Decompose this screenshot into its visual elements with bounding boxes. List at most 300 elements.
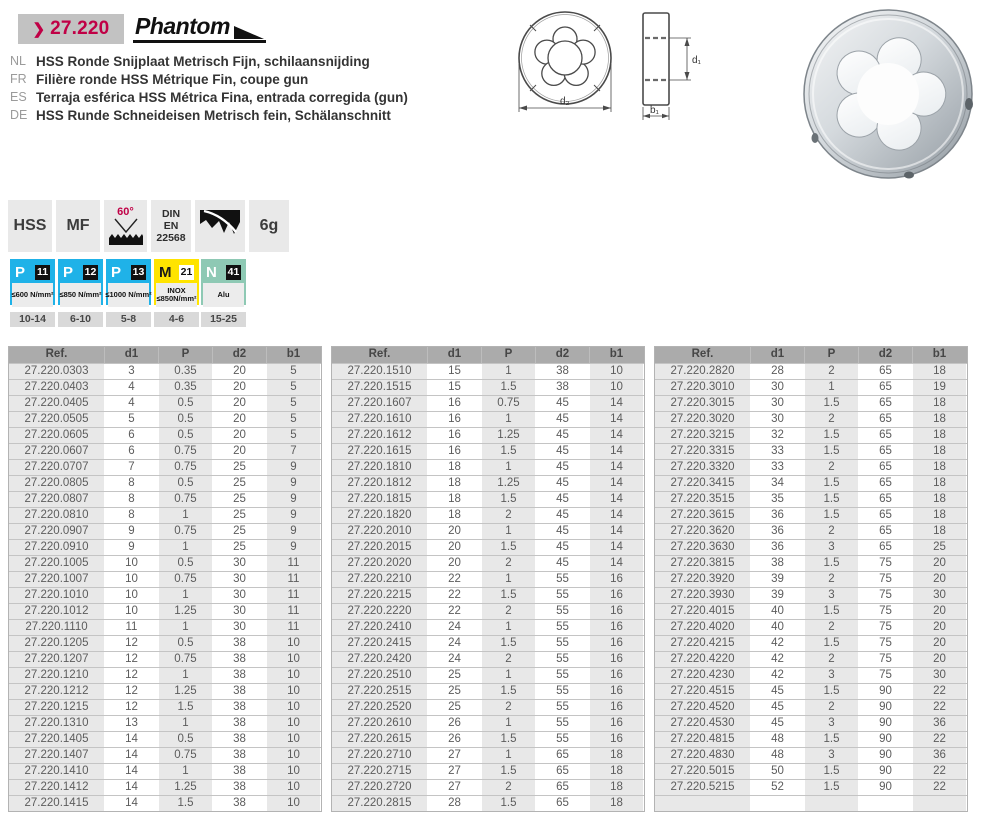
table-row [332,651,644,667]
table-cell: 27.220.2020 [332,556,427,571]
table-row [332,779,644,795]
table-cell: 75 [858,636,912,651]
size-range: 15-25 [201,312,246,327]
table-cell: 14 [589,524,643,539]
table-cell: 27.220.2720 [332,780,427,795]
table-cell: 3 [804,748,858,763]
column-header: Ref. [9,347,104,363]
table-cell: 55 [535,652,589,667]
material-badge-p13 [106,259,151,305]
table-row [9,555,321,571]
table-cell: 14 [589,396,643,411]
table-cell: 1.5 [804,764,858,779]
table-cell: 40 [750,604,804,619]
table-cell: 16 [589,620,643,635]
table-cell: 10 [266,716,320,731]
table-cell: 20 [212,428,266,443]
table-cell: 20 [912,620,966,635]
material-badge-n41 [201,259,246,305]
table-cell: 1 [481,364,535,379]
table-cell: 35 [750,492,804,507]
table-cell: 20 [212,380,266,395]
product-descriptions [10,52,408,124]
material-strength: INOX [167,285,186,295]
table-row [9,459,321,475]
table-row [655,795,967,811]
table-row [332,667,644,683]
table-row [332,587,644,603]
table-cell: 34 [750,476,804,491]
table-cell: 2 [804,460,858,475]
table-cell: 33 [750,460,804,475]
table-cell: 22 [912,700,966,715]
table-cell: 27.220.1510 [332,364,427,379]
table-cell: 0.75 [158,444,212,459]
table-cell: 18 [589,796,643,811]
table-cell: 27.220.0303 [9,364,104,379]
table-row [9,795,321,811]
table-cell: 1.5 [804,636,858,651]
table-cell: 16 [589,652,643,667]
table-cell: 39 [750,572,804,587]
table-cell: 28 [427,796,481,811]
table-cell: 0.5 [158,412,212,427]
table-cell: 27.220.1610 [332,412,427,427]
table-row [332,619,644,635]
table-cell: 10 [266,764,320,779]
table-cell: 18 [912,460,966,475]
table-cell [858,796,912,811]
table-row [655,379,967,395]
table-cell: 24 [427,620,481,635]
size-range: 10-14 [10,312,55,327]
table-cell: 27.220.1110 [9,620,104,635]
table-cell: 0.75 [158,748,212,763]
table-cell: 27.220.1005 [9,556,104,571]
table-cell: 0.75 [158,524,212,539]
size-range: 6-10 [58,312,103,327]
table-row [9,699,321,715]
table-cell: 27.220.0605 [9,428,104,443]
table-cell: 3 [804,668,858,683]
table-cell: 27.220.0907 [9,524,104,539]
table-cell: 14 [589,412,643,427]
size-range: 5-8 [106,312,151,327]
table-cell: 1.5 [804,476,858,491]
table-row [655,763,967,779]
table-cell: 20 [212,364,266,379]
column-header: b1 [589,347,643,363]
table-cell: 1.5 [804,684,858,699]
description-row-es [10,88,408,106]
table-cell: 1.5 [481,588,535,603]
table-header-row [655,347,967,363]
table-cell: 16 [589,604,643,619]
table-row [332,539,644,555]
table-cell: 14 [104,732,158,747]
table-cell: 52 [750,780,804,795]
iso-group-number: 12 [84,266,97,278]
table-cell [655,796,750,811]
table-cell: 65 [535,748,589,763]
table-cell: 38 [212,684,266,699]
column-header: b1 [912,347,966,363]
table-cell: 14 [104,748,158,763]
dimension-table-1 [8,346,322,812]
die-side-drawing [625,8,720,126]
table-cell: 65 [858,476,912,491]
table-cell: 27.220.3020 [655,412,750,427]
table-cell: 27 [427,764,481,779]
table-cell: 16 [589,636,643,651]
table-cell: 45 [535,556,589,571]
table-cell: 10 [266,700,320,715]
table-row [655,683,967,699]
material-strength: ≤1000 N/mm² [105,289,152,299]
table-cell: 2 [804,652,858,667]
table-cell: 27.220.2520 [332,700,427,715]
material-label: HSS [13,217,47,234]
description-row-fr [10,70,408,88]
table-row [655,555,967,571]
dimension-table-2 [331,346,645,812]
table-row [9,715,321,731]
table-cell: 75 [858,556,912,571]
table-cell: 75 [858,652,912,667]
table-cell: 20 [912,636,966,651]
table-cell: 7 [104,460,158,475]
table-cell: 42 [750,668,804,683]
table-cell: 27.220.1010 [9,588,104,603]
table-cell: 1 [481,748,535,763]
brand-name: Phantom [135,13,230,39]
table-cell: 14 [104,764,158,779]
table-cell: 65 [858,460,912,475]
table-cell: 10 [589,380,643,395]
table-cell: 18 [912,364,966,379]
table-cell: 65 [858,380,912,395]
table-cell: 1.5 [481,380,535,395]
table-cell: 16 [589,668,643,683]
table-cell: 25 [427,684,481,699]
table-cell: 55 [535,636,589,651]
table-cell: 75 [858,604,912,619]
table-cell: 10 [266,732,320,747]
table-cell: 27.220.0910 [9,540,104,555]
language-code: FR [10,72,27,86]
table-cell: 0.5 [158,732,212,747]
table-cell: 27.220.4530 [655,716,750,731]
table-cell: 38 [212,780,266,795]
table-cell: 0.75 [158,460,212,475]
table-cell: 10 [266,684,320,699]
table-cell: 0.5 [158,556,212,571]
table-cell: 15 [427,364,481,379]
table-cell: 0.75 [158,492,212,507]
table-cell: 27.220.0405 [9,396,104,411]
table-row [655,411,967,427]
table-cell: 45 [535,540,589,555]
table-row [332,491,644,507]
table-cell: 50 [750,764,804,779]
table-cell: 5 [266,396,320,411]
table-cell: 8 [104,476,158,491]
table-cell: 45 [535,524,589,539]
brand-logo [133,13,266,43]
table-cell: 27.220.2815 [332,796,427,811]
table-row [655,747,967,763]
table-cell: 10 [266,652,320,667]
table-cell: 30 [750,380,804,395]
table-cell: 18 [589,764,643,779]
table-cell: 55 [535,732,589,747]
table-cell: 55 [535,572,589,587]
table-row [655,539,967,555]
table-cell: 14 [589,476,643,491]
table-cell: 27.220.1205 [9,636,104,651]
table-cell: 1 [481,716,535,731]
tolerance-label: 6g [259,217,279,234]
table-cell: 27.220.3010 [655,380,750,395]
table-row [655,619,967,635]
table-cell: 1.25 [158,780,212,795]
table-cell: 19 [912,380,966,395]
table-cell: 10 [266,668,320,683]
table-cell: 1 [158,508,212,523]
table-cell: 45 [750,716,804,731]
table-cell: 8 [104,508,158,523]
table-cell: 27.220.2515 [332,684,427,699]
table-cell: 65 [535,780,589,795]
table-cell: 18 [589,748,643,763]
table-row [655,443,967,459]
table-cell: 22 [912,780,966,795]
table-cell: 65 [858,412,912,427]
table-cell: 14 [589,444,643,459]
table-cell: 18 [589,780,643,795]
column-header: P [804,347,858,363]
table-cell: 1.5 [481,764,535,779]
table-cell: 1 [481,668,535,683]
table-cell: 27.220.1405 [9,732,104,747]
table-row [9,683,321,699]
column-header: Ref. [332,347,427,363]
table-cell: 16 [589,732,643,747]
table-cell: 1.5 [804,556,858,571]
table-cell: 28 [750,364,804,379]
table-row [655,779,967,795]
table-cell: 18 [427,508,481,523]
table-cell: 27.220.1415 [9,796,104,811]
table-cell: 16 [427,444,481,459]
table-cell: 38 [212,700,266,715]
column-header: d1 [427,347,481,363]
table-row [332,395,644,411]
table-cell: 25 [212,492,266,507]
table-cell: 15 [427,380,481,395]
table-cell: 1 [481,524,535,539]
table-cell: 30 [750,412,804,427]
iso-group-letter: M [159,263,172,281]
table-cell: 18 [912,412,966,427]
table-cell: 16 [589,716,643,731]
table-cell: 26 [427,732,481,747]
table-cell: 1 [158,540,212,555]
table-cell: 27.220.4515 [655,684,750,699]
table-cell: 0.35 [158,364,212,379]
table-cell: 27.220.1820 [332,508,427,523]
table-cell: 3 [104,364,158,379]
table-cell: 27.220.2710 [332,748,427,763]
table-row [655,491,967,507]
table-cell: 1.25 [158,604,212,619]
table-cell: 2 [804,412,858,427]
table-cell: 16 [427,428,481,443]
table-cell: 25 [212,460,266,475]
table-cell: 1.5 [804,780,858,795]
table-cell: 36 [750,540,804,555]
table-cell: 1.5 [804,732,858,747]
column-header: P [158,347,212,363]
table-cell: 1.5 [804,396,858,411]
table-cell: 10 [589,364,643,379]
table-cell: 1 [158,668,212,683]
table-cell: 38 [212,636,266,651]
table-cell: 27 [427,780,481,795]
material-badge-m21 [154,259,199,305]
table-row [332,427,644,443]
table-cell: 1 [481,460,535,475]
dimension-label-d1: d₁ [692,55,701,66]
iso-group-number: 41 [227,266,240,278]
table-cell: 90 [858,700,912,715]
table-row [9,779,321,795]
table-cell: 65 [535,796,589,811]
language-code: DE [10,108,28,122]
table-cell: 20 [212,444,266,459]
table-cell: 38 [212,796,266,811]
table-row [332,635,644,651]
table-row [332,603,644,619]
language-code: NL [10,54,26,68]
spec-box-tolerance [249,200,289,252]
table-cell: 45 [750,700,804,715]
description-row-de [10,106,408,124]
spec-box-thread-angle [104,200,147,252]
table-row [332,571,644,587]
table-cell: 45 [535,460,589,475]
column-header: Ref. [655,347,750,363]
table-cell [750,796,804,811]
table-cell: 6 [104,444,158,459]
table-cell: 3 [804,588,858,603]
table-cell: 11 [266,604,320,619]
table-cell: 30 [212,572,266,587]
table-cell: 20 [427,556,481,571]
table-cell: 18 [912,428,966,443]
table-cell: 27.220.0805 [9,476,104,491]
table-cell: 25 [212,508,266,523]
table-cell: 6 [104,428,158,443]
table-cell: 30 [212,556,266,571]
table-cell: 38 [535,364,589,379]
table-cell: 55 [535,668,589,683]
table-cell: 27.220.4230 [655,668,750,683]
table-cell: 11 [104,620,158,635]
table-cell: 27.220.2220 [332,604,427,619]
material-strength: ≤850 N/mm² [59,289,102,299]
table-cell: 27.220.3415 [655,476,750,491]
table-cell: 16 [427,412,481,427]
table-cell: 27.220.5215 [655,780,750,795]
table-cell: 18 [427,460,481,475]
table-cell: 65 [858,364,912,379]
table-cell: 27.220.1207 [9,652,104,667]
table-cell: 20 [912,604,966,619]
table-cell: 22 [427,588,481,603]
table-cell: 65 [858,492,912,507]
table-cell: 30 [212,588,266,603]
table-cell: 2 [804,364,858,379]
table-cell: 1.5 [481,796,535,811]
table-cell: 75 [858,572,912,587]
table-cell: 18 [912,476,966,491]
description-text: Terraja esférica HSS Métrica Fina, entrada corregida (gun) [36,89,408,105]
table-cell: 1 [158,588,212,603]
table-cell: 14 [104,796,158,811]
table-cell: 55 [535,604,589,619]
table-cell: 36 [912,716,966,731]
table-cell: 16 [589,572,643,587]
iso-group-letter: N [206,263,217,281]
table-cell: 3 [804,540,858,555]
table-cell: 0.5 [158,396,212,411]
table-row [9,523,321,539]
table-cell: 27.220.1407 [9,748,104,763]
table-cell: 38 [212,764,266,779]
table-cell: 27.220.1215 [9,700,104,715]
table-cell: 90 [858,732,912,747]
table-cell: 26 [427,716,481,731]
table-cell: 38 [535,380,589,395]
table-cell: 10 [266,748,320,763]
table-cell: 1.5 [158,700,212,715]
table-row [655,603,967,619]
table-cell: 2 [481,700,535,715]
table-cell: 27.220.1812 [332,476,427,491]
table-row [9,635,321,651]
table-cell: 7 [266,444,320,459]
table-cell: 48 [750,732,804,747]
table-cell: 27.220.2015 [332,540,427,555]
table-cell: 12 [104,668,158,683]
iso-group-letter: P [63,263,74,281]
article-number: 27.220 [50,18,110,39]
material-badge-p12 [58,259,103,305]
table-cell: 11 [266,588,320,603]
table-cell: 65 [858,524,912,539]
table-row [655,475,967,491]
table-header-row [332,347,644,363]
table-cell: 33 [750,444,804,459]
table-cell: 10 [266,780,320,795]
table-cell: 65 [858,428,912,443]
table-cell: 20 [912,556,966,571]
table-cell: 18 [427,476,481,491]
table-row [655,667,967,683]
table-cell: 27.220.1210 [9,668,104,683]
table-cell: 27.220.4220 [655,652,750,667]
